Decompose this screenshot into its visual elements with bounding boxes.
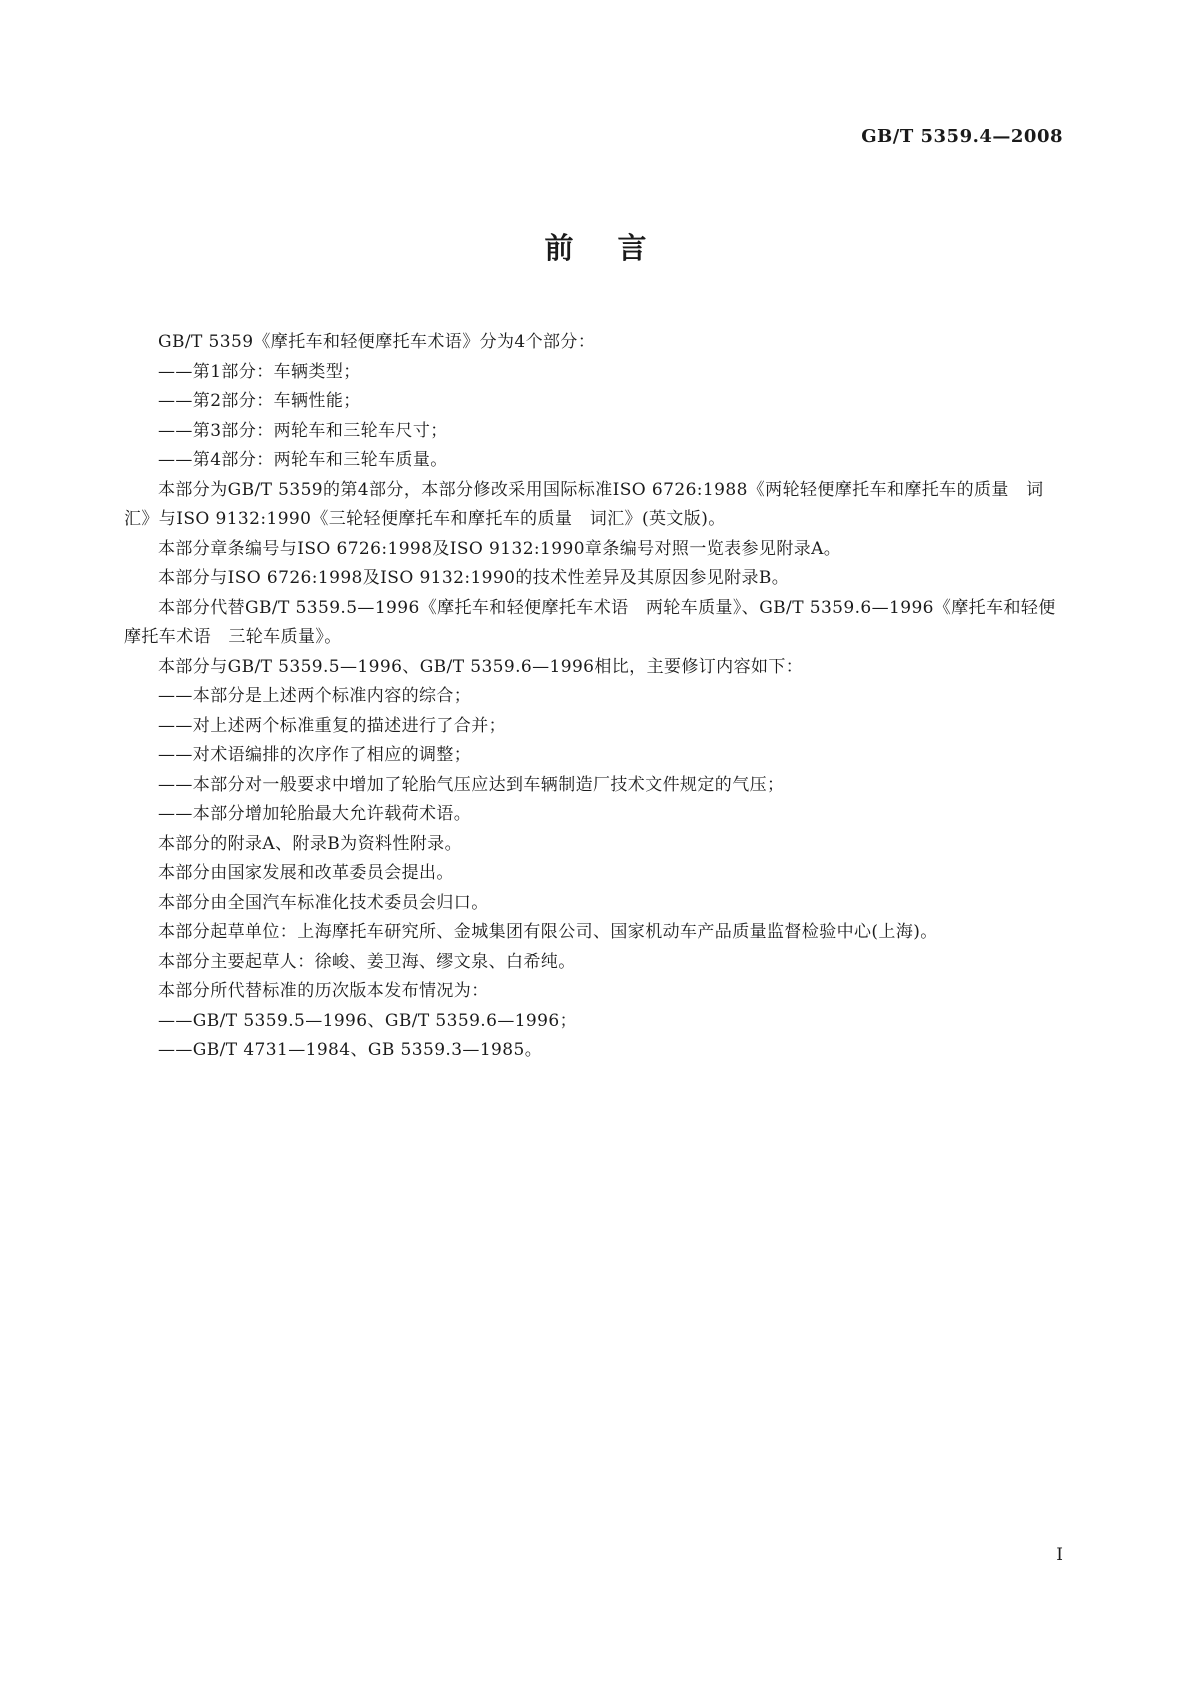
standard-number: GB/T 5359.4—2008: [861, 126, 1063, 147]
foreword-body: [124, 328, 1064, 1066]
list-item-change-2: ——对上述两个标准重复的描述进行了合并；: [158, 715, 506, 736]
list-item-change-3: ——对术语编排的次序作了相应的调整；: [158, 745, 472, 765]
paragraph-parts-intro: GB/T 5359《摩托车和轻便摩托车术语》分为4个部分：: [158, 332, 596, 352]
list-item-history-2: ——GB/T 4731—1984、GB 5359.3—1985。: [158, 1040, 543, 1060]
paragraph-drafters: 本部分主要起草人：徐峻、姜卫海、缪文泉、白希纯。: [158, 951, 576, 972]
list-item-history-1: ——GB/T 5359.5—1996、GB/T 5359.6—1996；: [158, 1010, 577, 1031]
page-number: I: [1056, 1545, 1063, 1565]
paragraph-history-intro: 本部分所代替标准的历次版本发布情况为：: [158, 981, 489, 1001]
list-item-change-1: ——本部分是上述两个标准内容的综合；: [158, 686, 472, 706]
paragraph-adoption: 本部分为GB/T 5359的第4部分，本部分修改采用国际标准ISO 6726:1988《两轮轻便摩托车和摩托车的质量 词汇》与ISO 9132:1990《三轮轻便摩托车和摩托车的质量 词汇》(英文版)。: [124, 479, 1044, 529]
list-item-part-4: ——第4部分：两轮车和三轮车质量。: [158, 450, 448, 470]
paragraph-annex-b-reference: 本部分与ISO 6726:1998及ISO 9132:1990的技术性差异及其原因参见附录B。: [158, 568, 790, 588]
list-item-part-2: ——第2部分：车辆性能；: [158, 391, 361, 411]
paragraph-annex-a-reference: 本部分章条编号与ISO 6726:1998及ISO 9132:1990章条编号对照一览表参见附录A。: [158, 538, 842, 559]
paragraph-annex-status: 本部分的附录A、附录B为资料性附录。: [158, 833, 462, 854]
list-item-change-5: ——本部分增加轮胎最大允许载荷术语。: [158, 804, 472, 824]
paragraph-replaces: 本部分代替GB/T 5359.5—1996《摩托车和轻便摩托车术语 两轮车质量》、GB/T 5359.6—1996《摩托车和轻便摩托车术语 三轮车质量》。: [124, 597, 1056, 647]
paragraph-drafting-units: 本部分起草单位：上海摩托车研究所、金城集团有限公司、国家机动车产品质量监督检验中心(上海)。: [158, 922, 938, 942]
paragraph-centralized-by: 本部分由全国汽车标准化技术委员会归口。: [158, 892, 489, 913]
list-item-change-4: ——本部分对一般要求中增加了轮胎气压应达到车辆制造厂技术文件规定的气压；: [158, 774, 785, 795]
page-title: 前言: [544, 231, 691, 265]
paragraph-changes-intro: 本部分与GB/T 5359.5—1996、GB/T 5359.6—1996相比，主要修订内容如下：: [158, 656, 804, 677]
list-item-part-1: ——第1部分：车辆类型；: [158, 361, 361, 382]
list-item-part-3: ——第3部分：两轮车和三轮车尺寸；: [158, 420, 448, 441]
paragraph-proposed-by: 本部分由国家发展和改革委员会提出。: [158, 863, 454, 883]
